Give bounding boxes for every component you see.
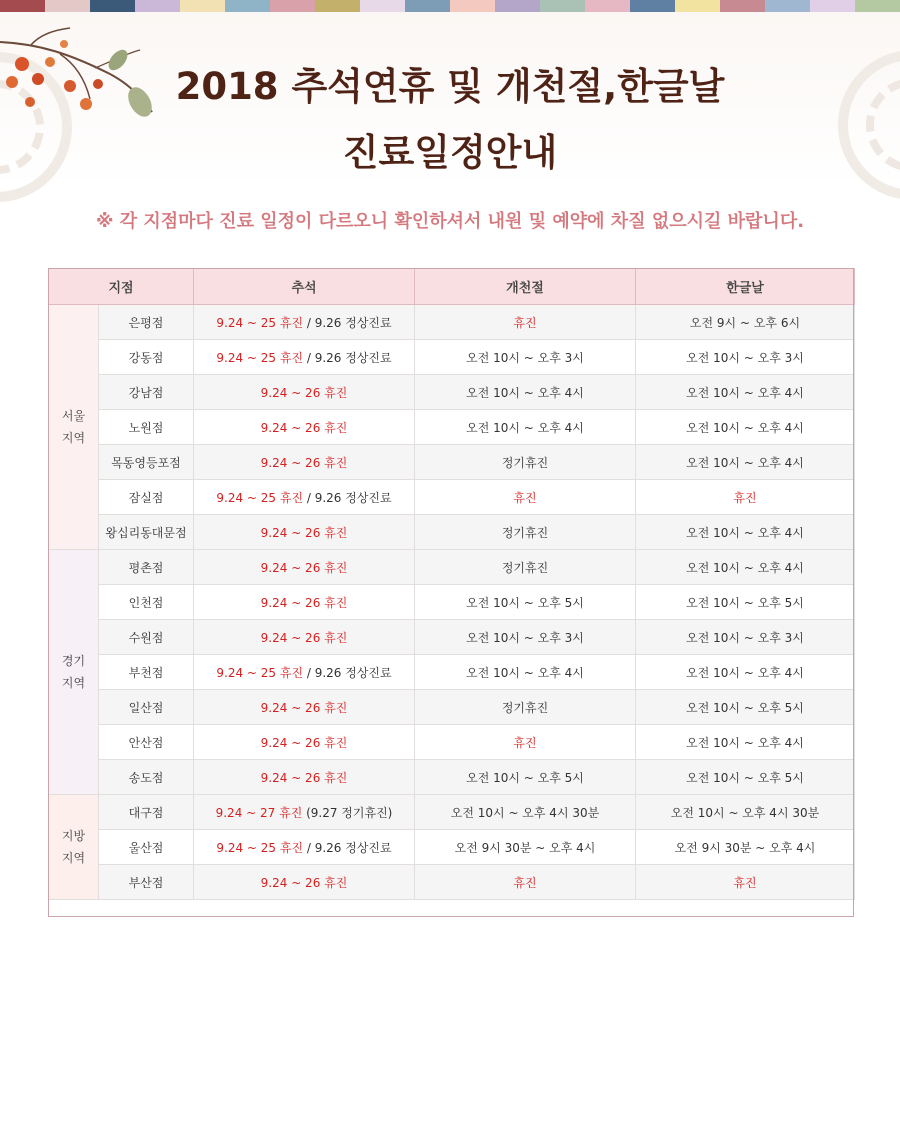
stripe-segment	[495, 0, 540, 12]
branch-name: 울산점	[99, 830, 194, 865]
chuseok-cell	[194, 830, 415, 865]
schedule-table	[48, 268, 855, 900]
schedule-notice: ※ 각 지점마다 진료 일정이 다르오니 확인하셔서 내원 및 예약에 차질 없으시길 바랍니다.	[95, 211, 805, 232]
region-label-line2: 지역	[61, 676, 86, 690]
region-group	[49, 550, 855, 795]
stripe-segment	[855, 0, 900, 12]
region-group	[49, 305, 855, 550]
table-row	[49, 515, 855, 550]
branch-name: 수원점	[99, 620, 194, 655]
chuseok-closed-text: 9.24 ~ 26 휴진	[260, 630, 348, 645]
hangeulnal-cell: 오전 10시 ~ 오후 4시	[636, 375, 855, 410]
chuseok-cell	[194, 865, 415, 900]
chuseok-closed-text: 9.24 ~ 26 휴진	[260, 875, 348, 890]
stripe-segment	[225, 0, 270, 12]
table-row	[49, 725, 855, 760]
stripe-segment	[135, 0, 180, 12]
chuseok-closed-text: 9.24 ~ 26 휴진	[260, 735, 348, 750]
chuseok-closed-text: 9.24 ~ 27 휴진	[215, 805, 303, 820]
branch-name: 인천점	[99, 585, 194, 620]
region-label	[49, 550, 99, 795]
branch-name: 노원점	[99, 410, 194, 445]
branch-name: 평촌점	[99, 550, 194, 585]
chuseok-cell	[194, 655, 415, 690]
region-group	[49, 795, 855, 900]
gaecheonjeol-cell: 오전 10시 ~ 오후 3시	[415, 340, 636, 375]
chuseok-closed-text: 9.24 ~ 26 휴진	[260, 525, 348, 540]
table-row	[49, 585, 855, 620]
hangeulnal-cell: 오전 10시 ~ 오후 4시	[636, 655, 855, 690]
branch-name: 잠실점	[99, 480, 194, 515]
gaecheonjeol-cell: 정기휴진	[415, 550, 636, 585]
table-row	[49, 655, 855, 690]
hangeulnal-cell: 오전 10시 ~ 오후 4시	[636, 445, 855, 480]
branch-name: 목동영등포점	[99, 445, 194, 480]
stripe-segment	[720, 0, 765, 12]
chuseok-cell	[194, 620, 415, 655]
gaecheonjeol-cell: 휴진	[415, 865, 636, 900]
chuseok-closed-text: 9.24 ~ 25 휴진	[216, 315, 304, 330]
hangeulnal-cell: 오전 10시 ~ 오후 4시	[636, 410, 855, 445]
branch-name: 일산점	[99, 690, 194, 725]
branch-name: 대구점	[99, 795, 194, 830]
gaecheonjeol-cell: 오전 10시 ~ 오후 4시	[415, 375, 636, 410]
chuseok-closed-text: 9.24 ~ 25 휴진	[216, 350, 304, 365]
chuseok-cell	[194, 410, 415, 445]
chuseok-cell	[194, 550, 415, 585]
branch-name: 송도점	[99, 760, 194, 795]
hangeulnal-cell: 오전 9시 ~ 오후 6시	[636, 305, 855, 340]
stripe-segment	[540, 0, 585, 12]
chuseok-cell	[194, 305, 415, 340]
chuseok-note-text: / 9.26 정상진료	[303, 315, 392, 330]
stripe-segment	[360, 0, 405, 12]
table-row	[49, 795, 855, 830]
gaecheonjeol-cell: 휴진	[415, 725, 636, 760]
hangeulnal-cell: 휴진	[636, 865, 855, 900]
gaecheonjeol-cell: 오전 10시 ~ 오후 4시	[415, 655, 636, 690]
gaecheonjeol-cell: 오전 9시 30분 ~ 오후 4시	[415, 830, 636, 865]
chuseok-note-text: / 9.26 정상진료	[303, 840, 392, 855]
hangeulnal-cell: 오전 10시 ~ 오후 5시	[636, 690, 855, 725]
stripe-segment	[180, 0, 225, 12]
chuseok-cell	[194, 795, 415, 830]
chuseok-cell	[194, 480, 415, 515]
chuseok-cell	[194, 585, 415, 620]
hangeulnal-cell: 오전 10시 ~ 오후 4시	[636, 725, 855, 760]
table-row	[49, 480, 855, 515]
stripe-segment	[90, 0, 135, 12]
page-title-line2: 진료일정안내	[342, 131, 558, 174]
stripe-segment	[585, 0, 630, 12]
gaecheonjeol-cell: 오전 10시 ~ 오후 4시 30분	[415, 795, 636, 830]
hangeulnal-cell: 오전 10시 ~ 오후 4시 30분	[636, 795, 855, 830]
hangeulnal-cell: 오전 10시 ~ 오후 3시	[636, 340, 855, 375]
table-row	[49, 305, 855, 340]
region-label	[49, 305, 99, 550]
branch-name: 강남점	[99, 375, 194, 410]
hangeulnal-cell: 휴진	[636, 480, 855, 515]
chuseok-closed-text: 9.24 ~ 26 휴진	[260, 385, 348, 400]
header-branch: 지점	[49, 269, 194, 305]
decorative-stripe-bar	[0, 0, 900, 12]
region-label-line2: 지역	[61, 851, 86, 865]
region-label-line2: 지역	[61, 431, 86, 445]
chuseok-closed-text: 9.24 ~ 26 휴진	[260, 700, 348, 715]
chuseok-closed-text: 9.24 ~ 25 휴진	[216, 665, 304, 680]
gaecheonjeol-cell: 오전 10시 ~ 오후 3시	[415, 620, 636, 655]
chuseok-cell	[194, 515, 415, 550]
stripe-segment	[315, 0, 360, 12]
region-label-line1: 경기	[61, 654, 86, 668]
chuseok-closed-text: 9.24 ~ 26 휴진	[260, 420, 348, 435]
chuseok-closed-text: 9.24 ~ 25 휴진	[216, 840, 304, 855]
table-row	[49, 620, 855, 655]
branch-name: 부천점	[99, 655, 194, 690]
chuseok-closed-text: 9.24 ~ 26 휴진	[260, 455, 348, 470]
header-gaecheonjeol: 개천절	[415, 269, 636, 305]
chuseok-note-text: / 9.26 정상진료	[303, 665, 392, 680]
chuseok-note-text: (9.27 정기휴진)	[302, 805, 393, 820]
table-row	[49, 375, 855, 410]
chuseok-note-text: / 9.26 정상진료	[303, 490, 392, 505]
table-row	[49, 445, 855, 480]
branch-name: 부산점	[99, 865, 194, 900]
hangeulnal-cell: 오전 10시 ~ 오후 5시	[636, 585, 855, 620]
chuseok-closed-text: 9.24 ~ 25 휴진	[216, 490, 304, 505]
stripe-segment	[270, 0, 315, 12]
table-row	[49, 690, 855, 725]
chuseok-cell	[194, 375, 415, 410]
table-row	[49, 865, 855, 900]
chuseok-cell	[194, 445, 415, 480]
hangeulnal-cell: 오전 10시 ~ 오후 4시	[636, 515, 855, 550]
gaecheonjeol-cell: 휴진	[415, 305, 636, 340]
table-header-row	[49, 269, 855, 305]
table-row	[49, 550, 855, 585]
region-label-line1: 지방	[61, 829, 86, 843]
branch-name: 강동점	[99, 340, 194, 375]
gaecheonjeol-cell: 휴진	[415, 480, 636, 515]
stripe-segment	[450, 0, 495, 12]
header-chuseok: 추석	[194, 269, 415, 305]
hangeulnal-cell: 오전 10시 ~ 오후 3시	[636, 620, 855, 655]
chuseok-closed-text: 9.24 ~ 26 휴진	[260, 595, 348, 610]
hangeulnal-cell: 오전 9시 30분 ~ 오후 4시	[636, 830, 855, 865]
gaecheonjeol-cell: 정기휴진	[415, 690, 636, 725]
chuseok-note-text: / 9.26 정상진료	[303, 350, 392, 365]
table-row	[49, 760, 855, 795]
chuseok-cell	[194, 690, 415, 725]
stripe-segment	[0, 0, 45, 12]
gaecheonjeol-cell: 정기휴진	[415, 515, 636, 550]
stripe-segment	[765, 0, 810, 12]
branch-name: 왕십리동대문점	[99, 515, 194, 550]
hangeulnal-cell: 오전 10시 ~ 오후 4시	[636, 550, 855, 585]
page-title-line1: 2018 추석연휴 및 개천절,한글날	[175, 65, 725, 108]
stripe-segment	[405, 0, 450, 12]
table-row	[49, 340, 855, 375]
gaecheonjeol-cell: 오전 10시 ~ 오후 5시	[415, 585, 636, 620]
branch-name: 안산점	[99, 725, 194, 760]
gaecheonjeol-cell: 오전 10시 ~ 오후 5시	[415, 760, 636, 795]
branch-name: 은평점	[99, 305, 194, 340]
chuseok-cell	[194, 725, 415, 760]
hangeulnal-cell: 오전 10시 ~ 오후 5시	[636, 760, 855, 795]
chuseok-cell	[194, 340, 415, 375]
header-hangeulnal: 한글날	[636, 269, 855, 305]
stripe-segment	[630, 0, 675, 12]
region-label	[49, 795, 99, 900]
table-row	[49, 410, 855, 445]
gaecheonjeol-cell: 정기휴진	[415, 445, 636, 480]
chuseok-closed-text: 9.24 ~ 26 휴진	[260, 560, 348, 575]
chuseok-closed-text: 9.24 ~ 26 휴진	[260, 770, 348, 785]
stripe-segment	[675, 0, 720, 12]
region-label-line1: 서울	[61, 409, 86, 423]
stripe-segment	[810, 0, 855, 12]
chuseok-cell	[194, 760, 415, 795]
gaecheonjeol-cell: 오전 10시 ~ 오후 4시	[415, 410, 636, 445]
table-row	[49, 830, 855, 865]
stripe-segment	[45, 0, 90, 12]
